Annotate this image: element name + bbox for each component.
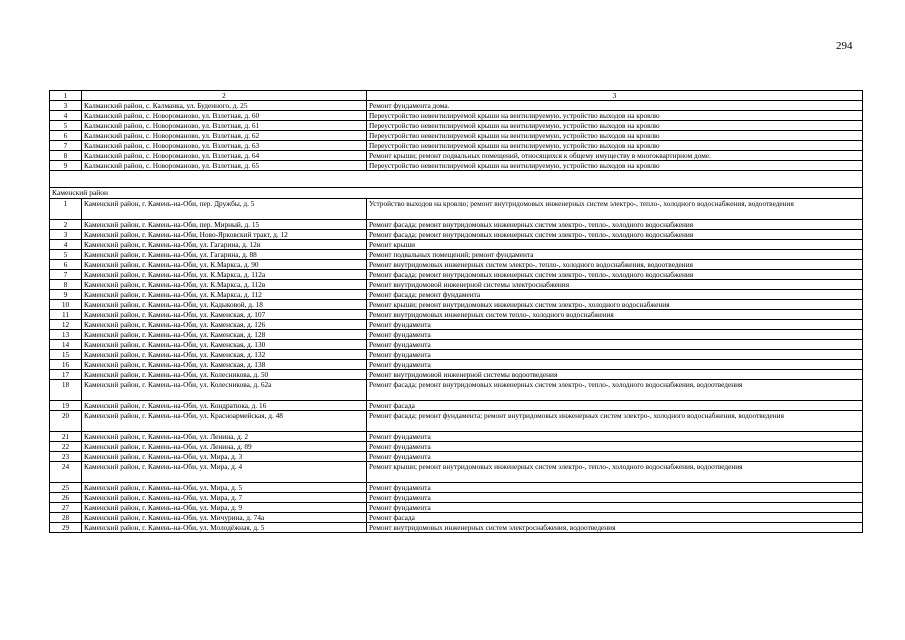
row-number-cell: 4 <box>50 111 82 121</box>
work-type-cell: Ремонт фундамента <box>367 320 863 330</box>
table-row <box>50 513 863 523</box>
work-type-cell: Устройство выходов на кровлю; ремонт внутридомовых инженерных систем электро-, тепло-, холодного водоснабжения, водоотведения <box>367 199 863 220</box>
address-cell: Каменский район, г. Камень-на-Оби, ул. Колесникова, д. 50 <box>82 370 367 380</box>
row-number-cell: 14 <box>50 340 82 350</box>
spacer-cell <box>50 171 863 188</box>
work-type-cell: Ремонт фундамента <box>367 483 863 493</box>
work-type-cell: Ремонт фундамента <box>367 330 863 340</box>
row-number-cell: 17 <box>50 370 82 380</box>
work-type-cell: Ремонт крыши; ремонт подвальных помещений, относящихся к общему имуществу в многоквартирном доме. <box>367 151 863 161</box>
address-cell: Каменский район, г. Камень-на-Оби, ул. Мира, д. 4 <box>82 462 367 483</box>
address-cell: Каменский район, г. Камень-на-Оби, ул. Ленина, д. 2 <box>82 432 367 442</box>
district-heading: Каменский район <box>50 188 863 199</box>
row-number-cell: 7 <box>50 270 82 280</box>
address-cell: Каменский район, г. Камень-на-Оби, ул. Мира, д. 5 <box>82 483 367 493</box>
address-cell: Каменский район, г. Камень-на-Оби, Ново-Ярковский тракт, д. 12 <box>82 230 367 240</box>
row-number-cell: 9 <box>50 161 82 171</box>
address-cell: Каменский район, г. Камень-на-Оби, ул. Гагарина, д. 88 <box>82 250 367 260</box>
work-type-cell: Ремонт фундамента <box>367 350 863 360</box>
address-cell: Калманский район, с. Калманка, ул. Буденного, д. 25 <box>82 101 367 111</box>
row-number-cell: 5 <box>50 250 82 260</box>
table-row <box>50 199 863 220</box>
work-type-cell: Ремонт фундамента <box>367 442 863 452</box>
table-row <box>50 111 863 121</box>
repair-program-table <box>49 90 863 533</box>
work-type-cell: Переустройство невентилируемой крыши на вентилируемую, устройство выходов на кровлю <box>367 161 863 171</box>
address-cell: Каменский район, г. Камень-на-Оби, ул. Мира, д. 7 <box>82 493 367 503</box>
row-number-cell: 23 <box>50 452 82 462</box>
row-number-cell: 8 <box>50 280 82 290</box>
address-cell: Каменский район, г. Камень-на-Оби, ул. Каменская, д. 128 <box>82 330 367 340</box>
table-row <box>50 401 863 411</box>
row-number-cell: 3 <box>50 230 82 240</box>
work-type-cell: Ремонт внутридомовой инженерной системы водоотведения <box>367 370 863 380</box>
address-cell: Калманский район, с. Новороманово, ул. Взлетная, д. 61 <box>82 121 367 131</box>
row-number-cell: 16 <box>50 360 82 370</box>
row-number-cell: 8 <box>50 151 82 161</box>
table-row <box>50 220 863 230</box>
address-cell: Каменский район, г. Камень-на-Оби, ул. Каменская, д. 107 <box>82 310 367 320</box>
table-row <box>50 411 863 432</box>
table-row <box>50 462 863 483</box>
work-type-cell: Ремонт фундамента дома. <box>367 101 863 111</box>
work-type-cell: Ремонт фасада; ремонт фундамента; ремонт внутридомовых инженерных систем электро-, холодного водоснабжения, водоотведения <box>367 411 863 432</box>
work-type-cell: Ремонт фундамента <box>367 503 863 513</box>
address-cell: Каменский район, г. Камень-на-Оби, ул. К.Маркса, д. 112а <box>82 270 367 280</box>
row-number-cell: 26 <box>50 493 82 503</box>
table-row <box>50 310 863 320</box>
table-row <box>50 230 863 240</box>
work-type-cell: Переустройство невентилируемой крыши на вентилируемую, устройство выходов на кровлю <box>367 121 863 131</box>
address-cell: Каменский район, г. Камень-на-Оби, ул. К.Маркса, д. 112в <box>82 280 367 290</box>
work-type-cell: Ремонт фасада; ремонт внутридомовых инженерных систем электро-, тепло-, холодного водоснабжения, водоотведения <box>367 380 863 401</box>
work-type-cell: Ремонт фасада; ремонт фундамента <box>367 290 863 300</box>
table-row <box>50 432 863 442</box>
address-cell: Калманский район, с. Новороманово, ул. Взлетная, д. 62 <box>82 131 367 141</box>
row-number-cell: 13 <box>50 330 82 340</box>
table-row <box>50 350 863 360</box>
work-type-cell: Ремонт фундамента <box>367 493 863 503</box>
address-cell: Каменский район, г. Камень-на-Оби, ул. Кадыковой, д. 18 <box>82 300 367 310</box>
work-type-cell: Ремонт крыши; ремонт внутридомовых инженерных систем электро-, холодного водоснабжения <box>367 300 863 310</box>
work-type-cell: Ремонт фасада; ремонт внутридомовых инженерных систем электро-, тепло-, холодного водоснабжения <box>367 220 863 230</box>
address-cell: Каменский район, г. Камень-на-Оби, ул. Каменская, д. 126 <box>82 320 367 330</box>
address-cell: Каменский район, г. Камень-на-Оби, ул. Ленина, д. 89 <box>82 442 367 452</box>
row-number-cell: 29 <box>50 523 82 533</box>
row-number-cell: 21 <box>50 432 82 442</box>
work-type-cell: Ремонт крыши <box>367 240 863 250</box>
work-type-cell: Ремонт внутридомовой инженерной системы электроснабжения <box>367 280 863 290</box>
work-type-cell: Ремонт фасада <box>367 401 863 411</box>
address-cell: Каменский район, г. Камень-на-Оби, ул. Каменская, д. 138 <box>82 360 367 370</box>
table-row <box>50 493 863 503</box>
table-row <box>50 442 863 452</box>
table-row <box>50 523 863 533</box>
address-cell: Каменский район, г. Камень-на-Оби, ул. К.Маркса, д. 90 <box>82 260 367 270</box>
row-number-cell: 18 <box>50 380 82 401</box>
table-row <box>50 452 863 462</box>
table-row <box>50 290 863 300</box>
table-row <box>50 270 863 280</box>
work-type-cell: Переустройство невентилируемой крыши на вентилируемую, устройство выходов на кровлю <box>367 141 863 151</box>
table-row <box>50 260 863 270</box>
table-row <box>50 503 863 513</box>
table-row <box>50 370 863 380</box>
spacer-row <box>50 171 863 188</box>
table-row <box>50 240 863 250</box>
row-number-cell: 2 <box>50 220 82 230</box>
work-type-cell: Ремонт внутридомовых инженерных систем электро-, тепло-, холодного водоснабжения, водоотведения <box>367 260 863 270</box>
work-type-cell: Ремонт фундамента <box>367 340 863 350</box>
row-number-cell: 24 <box>50 462 82 483</box>
table-row <box>50 151 863 161</box>
address-cell: Каменский район, г. Камень-на-Оби, ул. Гагарина, д. 12и <box>82 240 367 250</box>
row-number-cell: 12 <box>50 320 82 330</box>
table-row <box>50 360 863 370</box>
table-row <box>50 250 863 260</box>
work-type-cell: Ремонт внутридомовых инженерных систем электроснабжения, водоотведения <box>367 523 863 533</box>
row-number-cell: 9 <box>50 290 82 300</box>
table-row <box>50 121 863 131</box>
row-number-cell: 10 <box>50 300 82 310</box>
address-cell: Каменский район, г. Камень-на-Оби, ул. Колесникова, д. 62а <box>82 380 367 401</box>
header-col-3: 3 <box>367 91 863 101</box>
row-number-cell: 4 <box>50 240 82 250</box>
work-type-cell: Ремонт фасада; ремонт внутридомовых инженерных систем электро-, тепло-, холодного водоснабжения <box>367 270 863 280</box>
work-type-cell: Ремонт подвальных помещений; ремонт фундамента <box>367 250 863 260</box>
table-row <box>50 380 863 401</box>
row-number-cell: 20 <box>50 411 82 432</box>
row-number-cell: 27 <box>50 503 82 513</box>
address-cell: Каменский район, г. Камень-на-Оби, ул. Мира, д. 9 <box>82 503 367 513</box>
table-row <box>50 320 863 330</box>
address-cell: Каменский район, г. Камень-на-Оби, ул. Красноармейская, д. 48 <box>82 411 367 432</box>
column-number-header-row <box>50 91 863 101</box>
table-row <box>50 161 863 171</box>
table-row <box>50 141 863 151</box>
work-type-cell: Ремонт внутридомовых инженерных систем тепло-, холодного водоснабжения <box>367 310 863 320</box>
address-cell: Калманский район, с. Новороманово, ул. Взлетная, д. 63 <box>82 141 367 151</box>
row-number-cell: 6 <box>50 260 82 270</box>
table-row <box>50 483 863 493</box>
row-number-cell: 19 <box>50 401 82 411</box>
row-number-cell: 3 <box>50 101 82 111</box>
table-row <box>50 330 863 340</box>
address-cell: Каменский район, г. Камень-на-Оби, ул. Мира, д. 3 <box>82 452 367 462</box>
work-type-cell: Ремонт фасада <box>367 513 863 523</box>
table-row <box>50 340 863 350</box>
header-col-2: 2 <box>82 91 367 101</box>
address-cell: Каменский район, г. Камень-на-Оби, пер. Дружбы, д. 5 <box>82 199 367 220</box>
table-row <box>50 280 863 290</box>
row-number-cell: 25 <box>50 483 82 493</box>
row-number-cell: 5 <box>50 121 82 131</box>
table-row <box>50 131 863 141</box>
row-number-cell: 7 <box>50 141 82 151</box>
work-type-cell: Ремонт фундамента <box>367 452 863 462</box>
work-type-cell: Ремонт фундамента <box>367 432 863 442</box>
table-row <box>50 101 863 111</box>
address-cell: Калманский район, с. Новороманово, ул. Взлетная, д. 60 <box>82 111 367 121</box>
address-cell: Каменский район, г. Камень-на-Оби, ул. Каменская, д. 130 <box>82 340 367 350</box>
work-type-cell: Ремонт фасада; ремонт внутридомовых инженерных систем электро-, тепло-, холодного водоснабжения <box>367 230 863 240</box>
work-type-cell: Переустройство невентилируемой крыши на вентилируемую, устройство выходов на кровлю <box>367 111 863 121</box>
header-col-1: 1 <box>50 91 82 101</box>
row-number-cell: 1 <box>50 199 82 220</box>
district-heading-row <box>50 188 863 199</box>
address-cell: Калманский район, с. Новороманово, ул. Взлетная, д. 65 <box>82 161 367 171</box>
address-cell: Каменский район, г. Камень-на-Оби, ул. Молодёжная, д. 5 <box>82 523 367 533</box>
row-number-cell: 11 <box>50 310 82 320</box>
address-cell: Каменский район, г. Камень-на-Оби, ул. Кондратюка, д. 16 <box>82 401 367 411</box>
row-number-cell: 15 <box>50 350 82 360</box>
row-number-cell: 28 <box>50 513 82 523</box>
address-cell: Калманский район, с. Новороманово, ул. Взлетная, д. 64 <box>82 151 367 161</box>
address-cell: Каменский район, г. Камень-на-Оби, ул. Каменская, д. 132 <box>82 350 367 360</box>
address-cell: Каменский район, г. Камень-на-Оби, пер. Мирный, д. 15 <box>82 220 367 230</box>
address-cell: Каменский район, г. Камень-на-Оби, ул. К.Маркса, д. 112 <box>82 290 367 300</box>
table-row <box>50 300 863 310</box>
address-cell: Каменский район, г. Камень-на-Оби, ул. Мичурина, д. 74а <box>82 513 367 523</box>
work-type-cell: Ремонт крыши; ремонт внутридомовых инженерных систем электро-, тепло-, холодного водоснабжения, водоотведения <box>367 462 863 483</box>
page-number: 294 <box>836 40 853 52</box>
work-type-cell: Переустройство невентилируемой крыши на вентилируемую, устройство выходов на кровлю <box>367 131 863 141</box>
row-number-cell: 6 <box>50 131 82 141</box>
table-body <box>50 91 863 533</box>
work-type-cell: Ремонт фундамента <box>367 360 863 370</box>
row-number-cell: 22 <box>50 442 82 452</box>
